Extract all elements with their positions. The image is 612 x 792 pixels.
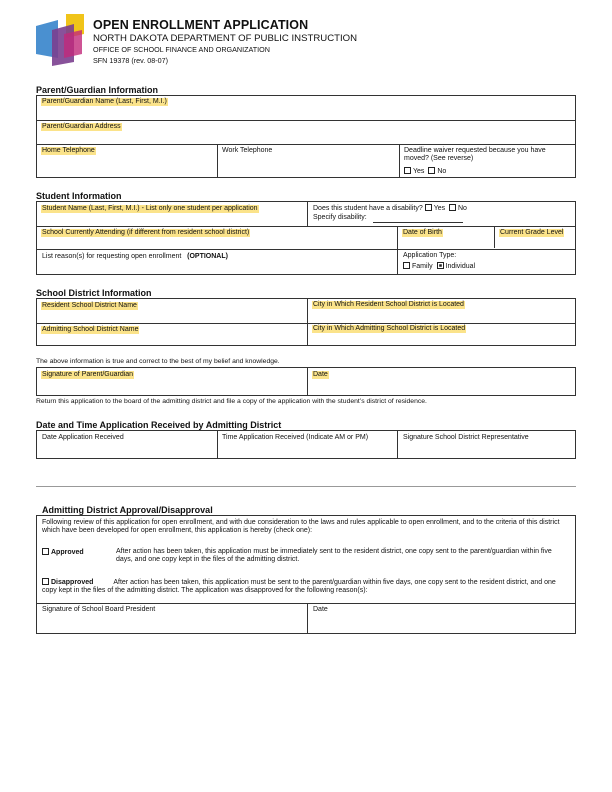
approval-intro: Following review of this application for open enrollment, and with due consideration to the laws and rules applicable to open enrollment, and to the criteria of this district which have been developed for open enrollment, this application is hereby (check one):: [42, 519, 560, 535]
disapproved-checkbox[interactable]: [42, 578, 49, 585]
student-table: [36, 201, 576, 275]
form-title: OPEN ENROLLMENT APPLICATION: [93, 18, 309, 32]
parent-date-field[interactable]: Date: [313, 371, 328, 378]
student-name-field[interactable]: Student Name (Last, First, M.I.) - List only one student per application: [42, 205, 258, 212]
application-type-label: Application Type:: [403, 252, 457, 259]
specify-disability-line[interactable]: [373, 222, 463, 223]
parent-address-field[interactable]: Parent/Guardian Address: [42, 123, 121, 130]
specify-disability-label: Specify disability:: [313, 214, 367, 221]
section-title-parent: Parent/Guardian Information: [36, 85, 159, 95]
admitting-district-field[interactable]: Admitting School District Name: [42, 326, 139, 333]
home-telephone-field[interactable]: Home Telephone: [42, 147, 95, 154]
school-attending-field[interactable]: School Currently Attending (if different from resident school district): [42, 229, 250, 236]
form-number: SFN 19378 (rev. 08-07): [93, 56, 168, 65]
office-name: OFFICE OF SCHOOL FINANCE AND ORGANIZATION: [93, 45, 270, 54]
section-title-received: Date and Time Application Received by Admitting District: [36, 420, 282, 430]
admitting-city-field[interactable]: City in Which Admitting School District is Located: [313, 325, 466, 332]
section-title-student: Student Information: [36, 191, 122, 201]
parent-signature-field[interactable]: Signature of Parent/Guardian: [42, 371, 134, 378]
date-received-field[interactable]: Date Application Received: [42, 434, 124, 441]
disapproved-text: After action has been taken, this application must be sent to the parent/guardian within five days, one copy sent to the resident district, and one copy kept in the files of the admitting district. The application was disapproved for the following reason(s):: [42, 579, 556, 595]
department-name: NORTH DAKOTA DEPARTMENT OF PUBLIC INSTRUCTION: [93, 33, 358, 44]
district-table: [36, 298, 576, 346]
divider: [36, 486, 576, 487]
resident-district-field[interactable]: Resident School District Name: [42, 302, 137, 309]
approval-date-field[interactable]: Date: [313, 606, 328, 613]
waiver-options: Yes No: [403, 167, 447, 176]
district-rep-signature-field[interactable]: Signature School District Representative: [403, 434, 529, 441]
section-title-approval: Admitting District Approval/Disapproval: [42, 505, 213, 515]
time-received-field[interactable]: Time Application Received (Indicate AM or PM): [222, 434, 369, 441]
application-type-options: Family Individual: [402, 262, 476, 271]
approval-table: [36, 515, 576, 634]
disability-yes-checkbox[interactable]: [425, 204, 432, 211]
board-president-signature-field[interactable]: Signature of School Board President: [42, 606, 156, 613]
signature-table: [36, 367, 576, 396]
waiver-yes-checkbox[interactable]: [404, 167, 411, 174]
received-table: [36, 430, 576, 459]
disapproved-option: Disapproved After action has been taken, this application must be sent to the parent/guardian within five days, one copy sent to the resident district, and one copy kept in the files of the admitting district. The application was disapproved for the following reason(s):: [42, 579, 556, 595]
deadline-waiver-label: Deadline waiver requested because you have moved? (See reverse): [404, 147, 546, 163]
return-instructions: Return this application to the board of the admitting district and file a copy of the application with the student’s district of residence.: [36, 398, 427, 405]
individual-checkbox[interactable]: [437, 262, 444, 269]
parent-name-field[interactable]: Parent/Guardian Name (Last, First, M.I.): [42, 98, 167, 105]
approved-option[interactable]: Approved: [41, 548, 85, 557]
section-title-district: School District Information: [36, 288, 152, 298]
work-telephone-field[interactable]: Work Telephone: [222, 147, 273, 154]
grade-level-field[interactable]: Current Grade Level: [500, 229, 564, 236]
reasons-label[interactable]: List reason(s) for requesting open enrollment (OPTIONAL): [42, 253, 228, 260]
family-checkbox[interactable]: [403, 262, 410, 269]
disability-question: Does this student have a disability? Yes No: [313, 205, 467, 212]
waiver-no-checkbox[interactable]: [428, 167, 435, 174]
disability-no-checkbox[interactable]: [449, 204, 456, 211]
approved-text: After action has been taken, this application must be immediately sent to the resident district, one copy sent to the parent/guardian within five days, and one copy kept in the files of the admitting district.: [116, 548, 552, 564]
certification-statement: The above information is true and correct to the best of my belief and knowledge.: [36, 358, 280, 365]
date-of-birth-field[interactable]: Date of Birth: [403, 229, 442, 236]
ndpi-logo-icon: [36, 14, 88, 66]
parent-guardian-table: [36, 95, 576, 178]
resident-city-field[interactable]: City in Which Resident School District is Located: [313, 301, 464, 308]
approved-checkbox[interactable]: [42, 548, 49, 555]
